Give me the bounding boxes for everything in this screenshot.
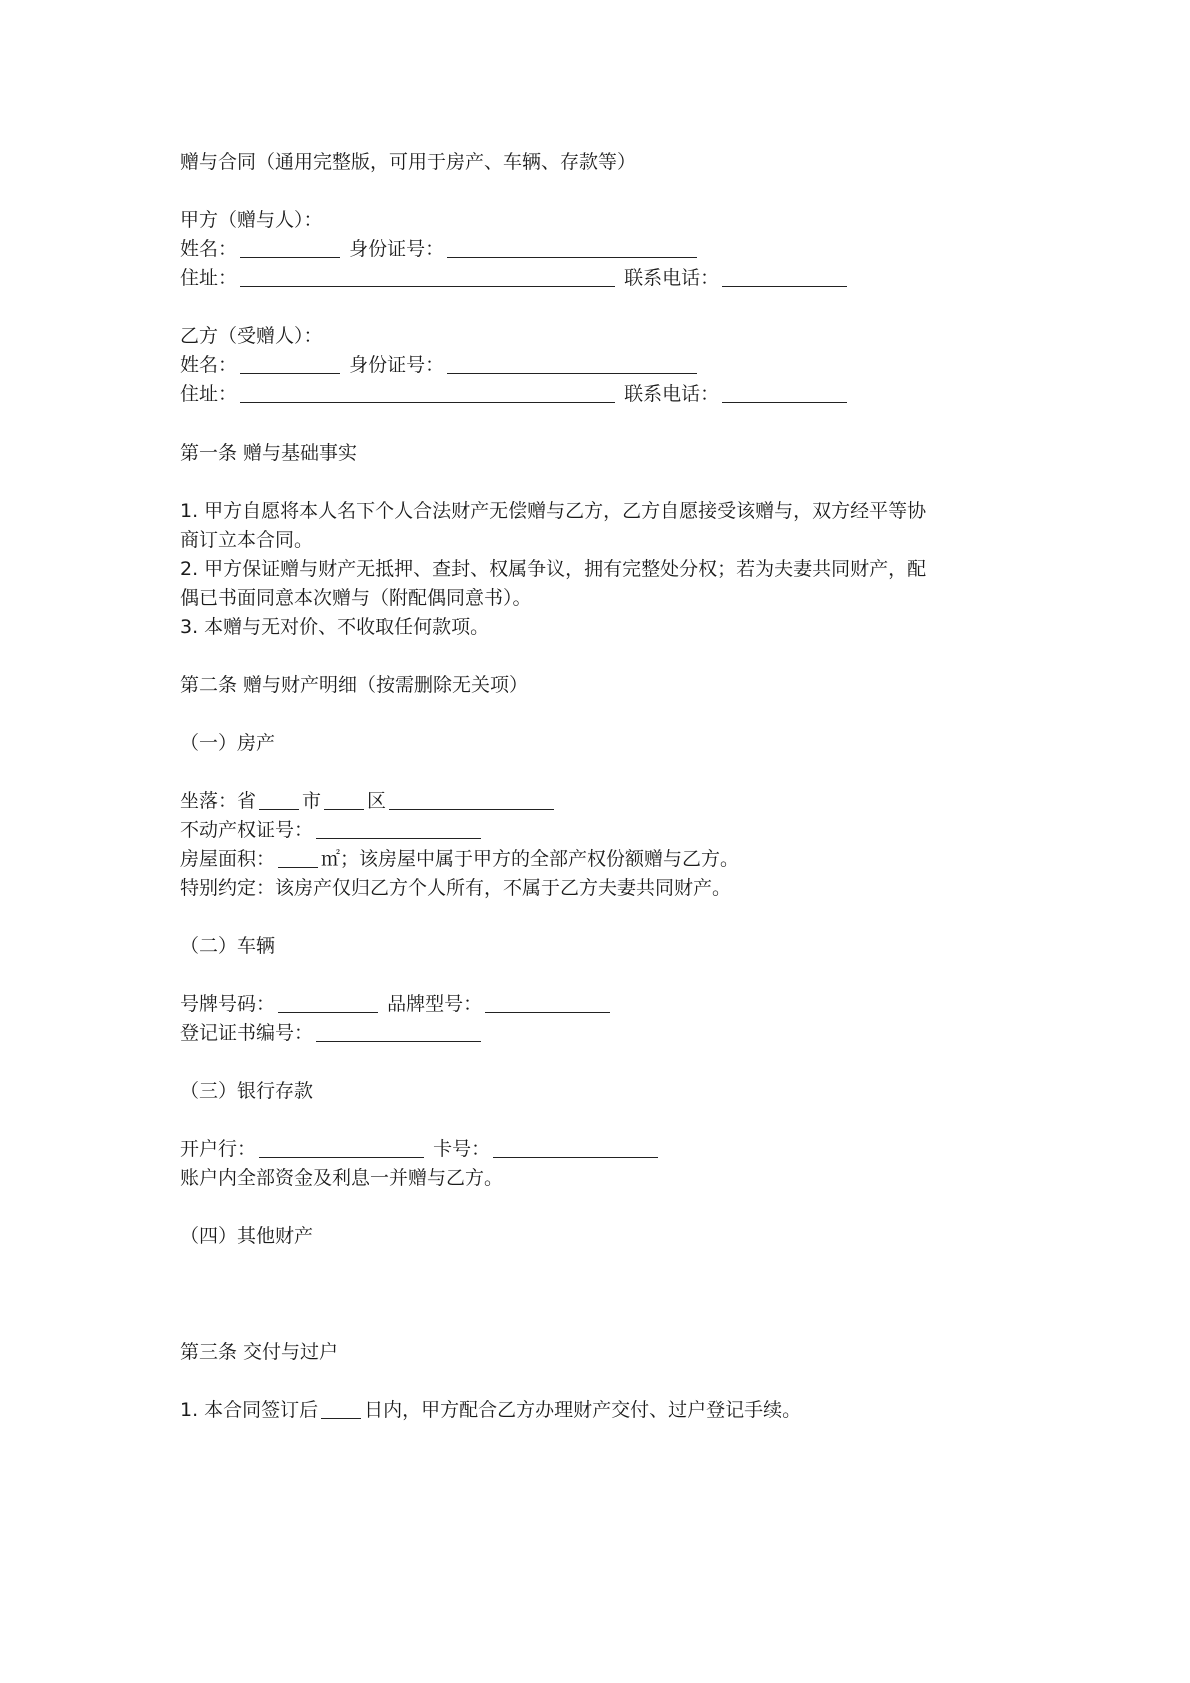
party-a-phone-label: 联系电话： [624,267,720,289]
house-area-label: 房屋面积： [180,848,276,870]
other-property-heading: （四）其他财产 [180,1225,314,1247]
party-a-address-phone-line [180,264,850,292]
house-area-text: ㎡；该房屋中属于甲方的全部产权份额赠与乙方。 [321,848,740,870]
vehicle-model-label: 品牌型号： [387,993,483,1015]
article-1-clause-3: 3. 本赠与无对价、不收取任何款项。 [180,616,490,638]
party-b-phone-blank[interactable] [722,382,847,403]
address-detail-blank[interactable] [389,789,554,810]
party-a-name-label: 姓名： [180,238,238,260]
vehicle-plate-blank[interactable] [278,992,378,1013]
vehicle-cert-blank[interactable] [316,1021,481,1042]
house-cert-blank[interactable] [316,818,481,839]
house-location-line [180,787,557,815]
vehicle-plate-model-line [180,990,613,1018]
party-b-name-id-line [180,351,700,379]
province-blank[interactable] [259,789,299,810]
party-a-id-blank[interactable] [447,237,697,258]
party-a-phone-blank[interactable] [722,266,847,287]
vehicle-cert-label: 登记证书编号： [180,1022,314,1044]
party-b-id-blank[interactable] [447,353,697,374]
party-b-heading: 乙方（受赠人）： [180,325,323,347]
party-b-address-blank[interactable] [240,382,615,403]
article-2-heading: 第二条 赠与财产明细（按需删除无关项） [180,674,529,696]
party-a-heading: 甲方（赠与人）： [180,209,323,231]
article-3-heading: 第三条 交付与过户 [180,1341,339,1363]
party-a-id-label: 身份证号： [349,238,445,260]
city-label: 市 [302,790,322,812]
house-area-line [180,845,739,873]
district-label: 区 [367,790,387,812]
transfer-days-blank[interactable] [321,1398,361,1419]
vehicle-plate-label: 号牌号码： [180,993,276,1015]
deposit-note: 账户内全部资金及利息一并赠与乙方。 [180,1167,504,1189]
house-cert-label: 不动产权证号： [180,819,314,841]
party-a-address-label: 住址： [180,267,238,289]
house-heading: （一）房产 [180,732,276,754]
party-b-name-label: 姓名： [180,354,238,376]
article-1-clause-1-line-2: 商订立本合同。 [180,529,314,551]
vehicle-heading: （二）车辆 [180,935,276,957]
article-1-clause-1-line-1: 1. 甲方自愿将本人名下个人合法财产无偿赠与乙方，乙方自愿接受该赠与，双方经平等协 [180,500,927,522]
deposit-heading: （三）银行存款 [180,1080,314,1102]
house-location-label: 坐落：省 [180,790,257,812]
party-b-phone-label: 联系电话： [624,383,720,405]
party-b-id-label: 身份证号： [349,354,445,376]
party-b-name-blank[interactable] [240,353,340,374]
article-1-clause-2-line-1: 2. 甲方保证赠与财产无抵押、查封、权属争议，拥有完整处分权；若为夫妻共同财产，配 [180,558,927,580]
city-blank[interactable] [324,789,364,810]
party-a-name-blank[interactable] [240,237,340,258]
party-a-name-id-line [180,235,700,263]
deposit-card-label: 卡号： [433,1138,491,1160]
vehicle-cert-line [180,1019,484,1047]
vehicle-model-blank[interactable] [485,992,610,1013]
deposit-bank-card-line [180,1135,661,1163]
house-cert-line [180,816,484,844]
article-1-clause-2-line-2: 偶已书面同意本次赠与（附配偶同意书）。 [180,587,532,609]
party-a-address-blank[interactable] [240,266,615,287]
article-3-clause-1-prefix: 1. 本合同签订后 [180,1399,319,1421]
deposit-bank-label: 开户行： [180,1138,257,1160]
party-b-address-phone-line [180,380,850,408]
deposit-card-blank[interactable] [493,1137,658,1158]
party-b-address-label: 住址： [180,383,238,405]
house-special-agreement: 特别约定：该房产仅归乙方个人所有，不属于乙方夫妻共同财产。 [180,877,732,899]
article-3-clause-1-suffix: 日内，甲方配合乙方办理财产交付、过户登记手续。 [364,1399,802,1421]
document-title: 赠与合同（通用完整版，可用于房产、车辆、存款等） [180,151,637,173]
article-1-heading: 第一条 赠与基础事实 [180,442,358,464]
house-area-blank[interactable] [278,847,318,868]
article-3-clause-1 [180,1396,801,1424]
deposit-bank-blank[interactable] [259,1137,424,1158]
